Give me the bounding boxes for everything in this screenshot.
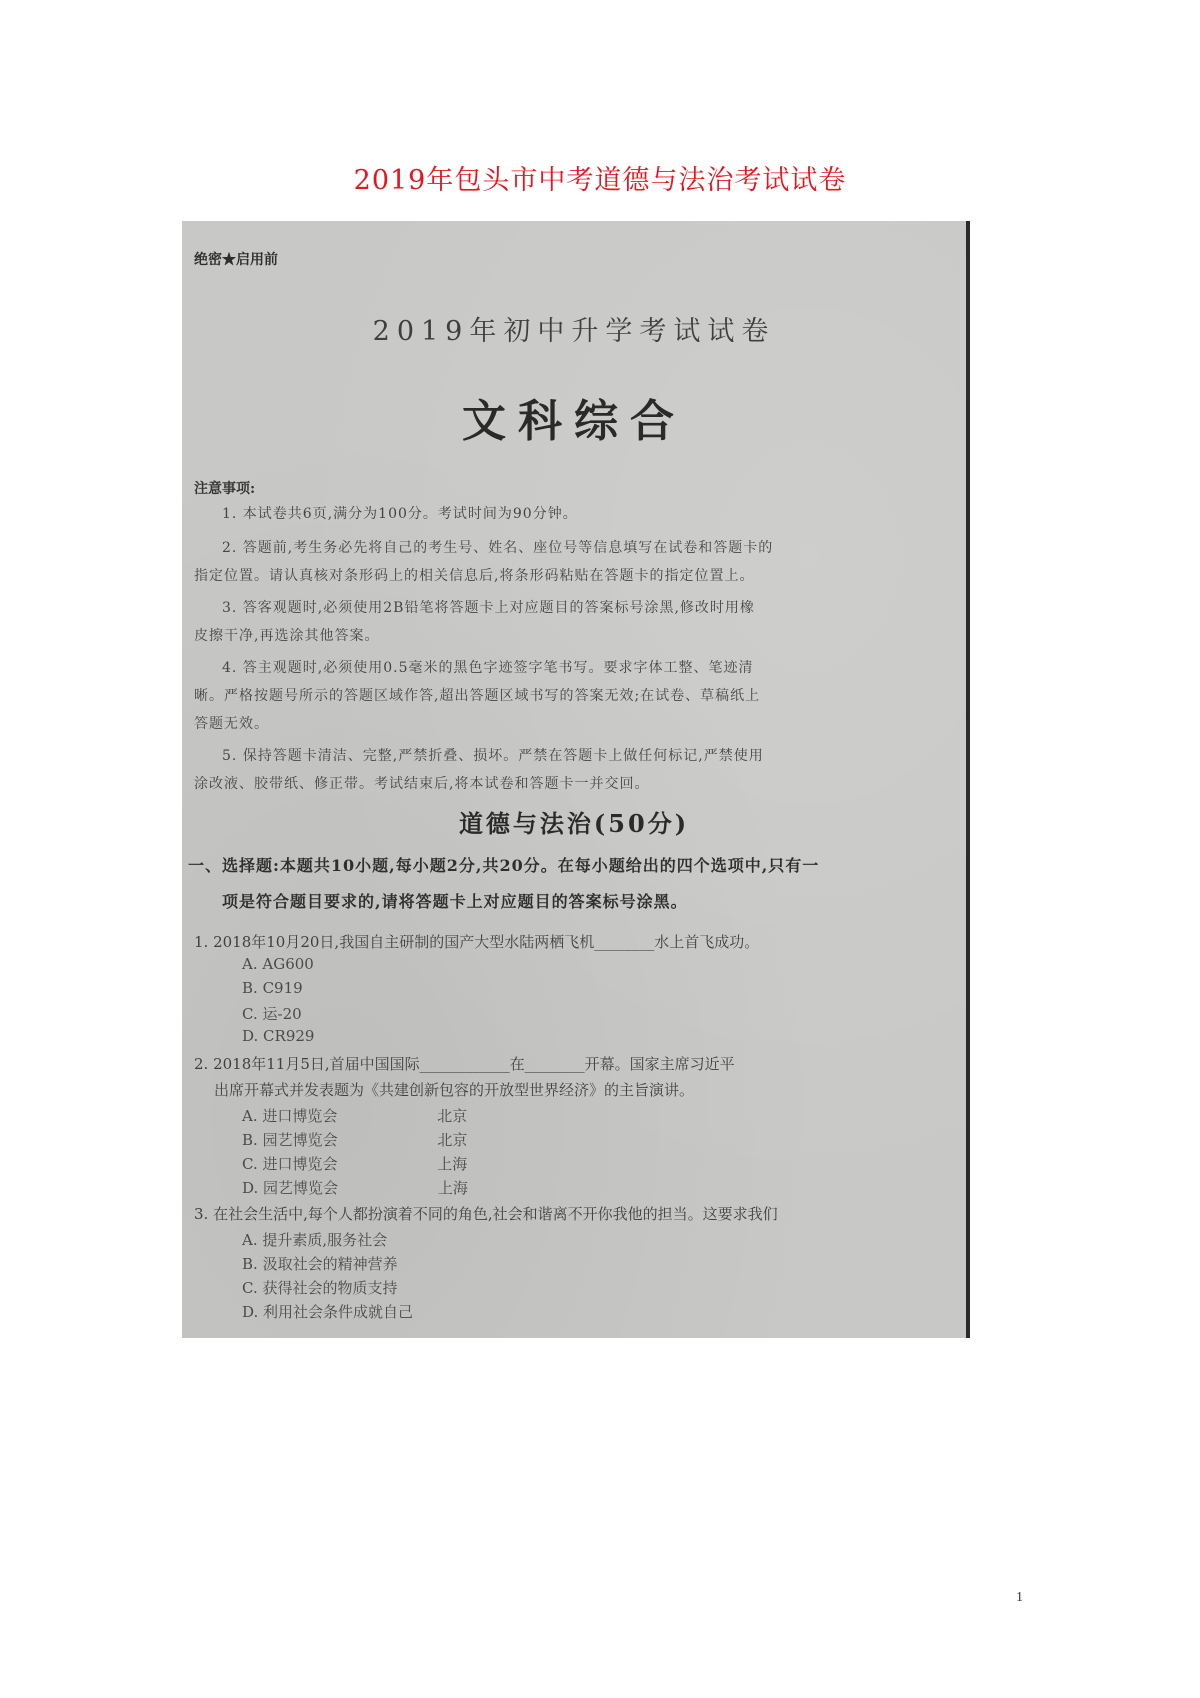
exam-title: 2019年初中升学考试试卷	[372, 316, 776, 347]
question-3-option-c	[242, 1277, 398, 1298]
option-text: 进口博览会	[262, 1107, 338, 1125]
question-1-option-c	[242, 1003, 302, 1024]
option-place: 北京	[437, 1107, 468, 1125]
question-2-option-b	[242, 1129, 467, 1150]
option-text: 获得社会的物质支持	[262, 1279, 398, 1297]
option-text: 提升素质,服务社会	[262, 1231, 388, 1249]
notes-heading: 注意事项:	[194, 481, 256, 497]
confidential-mark: 绝密★启用前	[194, 252, 278, 268]
option-text: 利用社会条件成就自己	[263, 1303, 414, 1321]
option-label: B.	[242, 979, 258, 997]
note-line: 1. 本试卷共6页,满分为100分。考试时间为90分钟。	[222, 506, 578, 522]
option-text: 进口博览会	[262, 1155, 338, 1173]
question-2-option-d	[242, 1177, 468, 1198]
note-line: 5. 保持答题卡清洁、完整,严禁折叠、损坏。严禁在答题卡上做任何标记,严禁使用	[222, 748, 764, 764]
note-line: 4. 答主观题时,必须使用0.5毫米的黑色字迹签字笔书写。要求字体工整、笔迹清	[222, 660, 754, 676]
option-label: A.	[242, 1107, 258, 1125]
question-2-option-c	[242, 1153, 467, 1174]
question-3-option-d	[242, 1301, 413, 1322]
option-label: A.	[242, 955, 258, 973]
option-label: C.	[242, 1155, 258, 1173]
subject-title: 文科综合	[462, 396, 686, 447]
option-text: AG600	[262, 955, 314, 973]
option-label: C.	[242, 1005, 258, 1023]
option-text: C919	[262, 979, 303, 997]
scanned-exam-page	[182, 221, 970, 1338]
option-text: 运-20	[262, 1005, 302, 1023]
option-label: C.	[242, 1279, 258, 1297]
instruction-line: 一、选择题:本题共10小题,每小题2分,共20分。在每小题给出的四个选项中,只有一	[188, 856, 820, 875]
option-label: B.	[242, 1255, 258, 1273]
note-line: 涂改液、胶带纸、修正带。考试结束后,将本试卷和答题卡一并交回。	[194, 776, 650, 792]
option-text: 园艺博览会	[262, 1131, 338, 1149]
note-line: 3. 答客观题时,必须使用2B铅笔将答题卡上对应题目的答案标号涂黑,修改时用橡	[222, 600, 755, 616]
option-place: 上海	[437, 1155, 468, 1173]
question-1-option-a	[242, 955, 314, 973]
option-text: 汲取社会的精神营养	[262, 1255, 398, 1273]
option-place: 上海	[437, 1179, 468, 1197]
option-label: A.	[242, 1231, 258, 1249]
note-line: 指定位置。请认真核对条形码上的相关信息后,将条形码粘贴在答题卡的指定位置上。	[194, 568, 755, 584]
document-title: 2019年包头市中考道德与法治考试试卷	[353, 165, 847, 196]
question-1-stem: 1. 2018年10月20日,我国自主研制的国产大型水陆两栖飞机________水上首飞成功。	[194, 933, 760, 951]
question-1-option-b	[242, 979, 303, 997]
page-number: 1	[1016, 1590, 1023, 1605]
note-line: 皮擦干净,再选涂其他答案。	[194, 628, 380, 644]
question-2-option-a	[242, 1105, 467, 1126]
note-line: 答题无效。	[194, 716, 269, 732]
question-1-option-d	[242, 1027, 314, 1045]
option-label: D.	[242, 1303, 259, 1321]
option-place: 北京	[437, 1131, 468, 1149]
question-2-stem: 2. 2018年11月5日,首届中国国际____________在________开幕。国家主席习近平	[194, 1055, 735, 1073]
question-3-stem: 3. 在社会生活中,每个人都扮演着不同的角色,社会和谐离不开你我他的担当。这要求我们	[194, 1205, 778, 1223]
option-label: D.	[242, 1179, 259, 1197]
note-line: 晰。严格按题号所示的答题区域作答,超出答题区域书写的答案无效;在试卷、草稿纸上	[194, 688, 761, 704]
note-line: 2. 答题前,考生务必先将自己的考生号、姓名、座位号等信息填写在试卷和答题卡的	[222, 540, 774, 556]
option-label: D.	[242, 1027, 259, 1045]
question-3-option-a	[242, 1229, 387, 1250]
option-text: CR929	[263, 1027, 315, 1045]
option-text: 园艺博览会	[263, 1179, 339, 1197]
section-title: 道德与法治(50分)	[458, 809, 690, 838]
question-3-option-b	[242, 1253, 398, 1274]
question-2-stem: 出席开幕式并发表题为《共建创新包容的开放型世界经济》的主旨演讲。	[214, 1081, 695, 1099]
option-label: B.	[242, 1131, 258, 1149]
instruction-line: 项是符合题目要求的,请将答题卡上对应题目的答案标号涂黑。	[222, 892, 688, 911]
